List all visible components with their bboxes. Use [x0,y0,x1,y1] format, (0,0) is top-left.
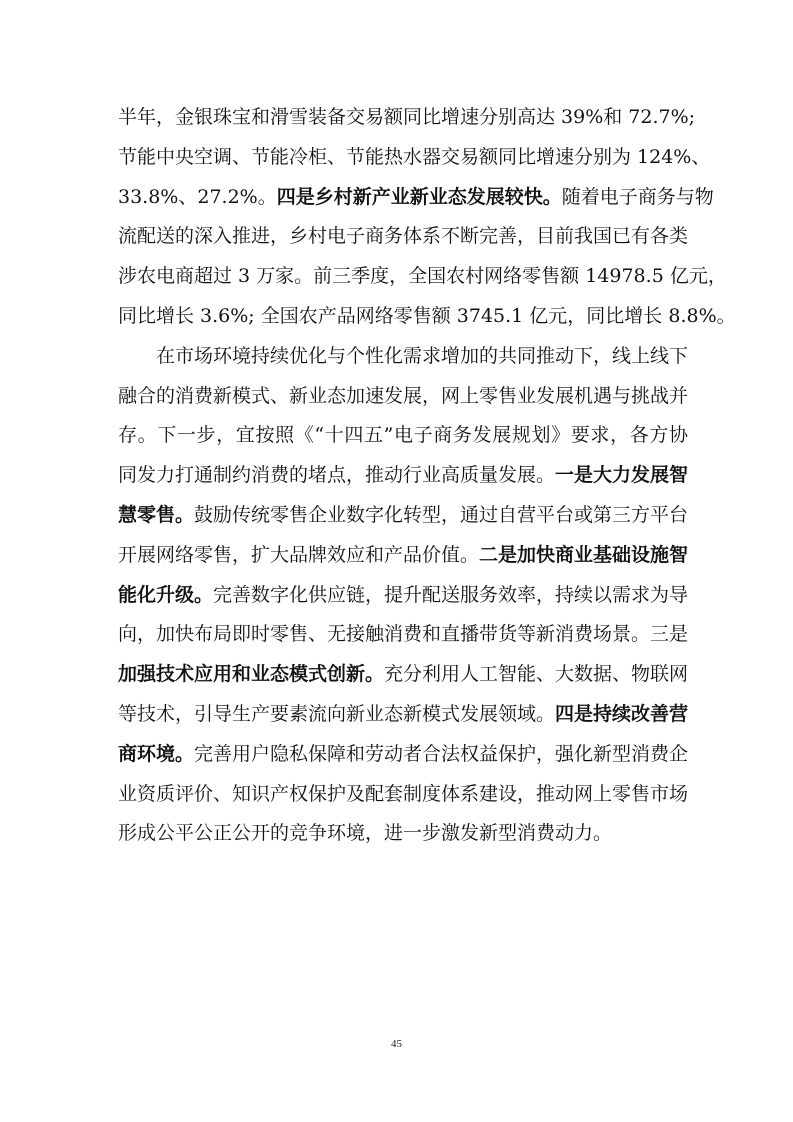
text-run: 开展网络零售，扩大品牌效应和产品价值。 [118,543,480,566]
text-line: 在市场环境持续优化与个性化需求增加的共同推动下，线上线下 [156,344,689,367]
text-line: 融合的消费新模式、新业态加速发展，网上零售业发展机遇与挑战并 [118,384,689,407]
text-run: 随着电子商务与物 [561,185,714,208]
paragraph-2 [118,337,688,854]
text-line: 向，加快布局即时零售、无接触消费和直播带货等新消费场景。三是 [118,623,689,646]
text-run: 完善数字化供应链，提升配送服务效率，持续以需求为导 [213,583,689,606]
text-line [118,576,688,616]
text-line [118,456,688,496]
text-line [118,735,688,775]
bold-heading: 二是加快商业基础设施智 [479,543,689,566]
text-line: 业资质评价、知识产权保护及配套制度体系建设，推动网上零售市场 [118,782,689,805]
text-run: 33.8%、27.2%。 [118,185,277,208]
text-line: 节能中央空调、节能冷柜、节能热水器交易额同比增速分别为 124%、 [118,145,711,168]
text-run: 同发力打通制约消费的堵点，推动行业高质量发展。 [118,464,556,487]
text-line [118,496,688,536]
text-line [118,655,688,695]
text-run: 鼓励传统零售企业数字化转型，通过自营平台或第三方平台 [194,503,689,526]
text-line: 同比增长 3.6%; 全国农产品网络零售额 3745.1 亿元，同比增长 8.8%。 [118,304,736,327]
text-line: 半年，金银珠宝和滑雪装备交易额同比增速分别高达 39%和 72.7%; [118,106,696,128]
bold-heading: 四是持续改善营 [555,702,689,725]
text-line [118,178,714,218]
text-line: 存。下一步，宜按照《“十四五”电子商务发展规划》要求，各方协 [118,424,688,447]
bold-heading: 一是大力发展智 [555,464,689,487]
text-line: 涉农电商超过 3 万家。前三季度，全国农村网络零售额 14978.5 亿元， [118,265,727,288]
text-run: 充分利用人工智能、大数据、物联网 [384,663,689,686]
text-run: 等技术，引导生产要素流向新业态新模式发展领域。 [118,702,556,725]
bold-heading: 慧零售。 [118,503,195,526]
text-line: 流配送的深入推进，乡村电子商务体系不断完善，目前我国已有各类 [118,225,689,248]
text-line [118,536,688,576]
body-text [118,98,736,854]
text-line: 形成公平公正公开的竞争环境，进一步激发新型消费动力。 [118,822,613,845]
bold-heading: 四是乡村新产业新业态发展较快。 [276,185,562,208]
text-line [118,695,688,735]
bold-heading: 商环境。 [118,742,195,765]
text-run: 完善用户隐私保障和劳动者合法权益保护，强化新型消费企 [194,742,689,765]
page-number: 45 [391,1038,402,1050]
bold-heading: 能化升级。 [118,583,214,606]
paragraph-1 [118,98,736,337]
bold-heading: 加强技术应用和业态模式创新。 [118,663,385,686]
